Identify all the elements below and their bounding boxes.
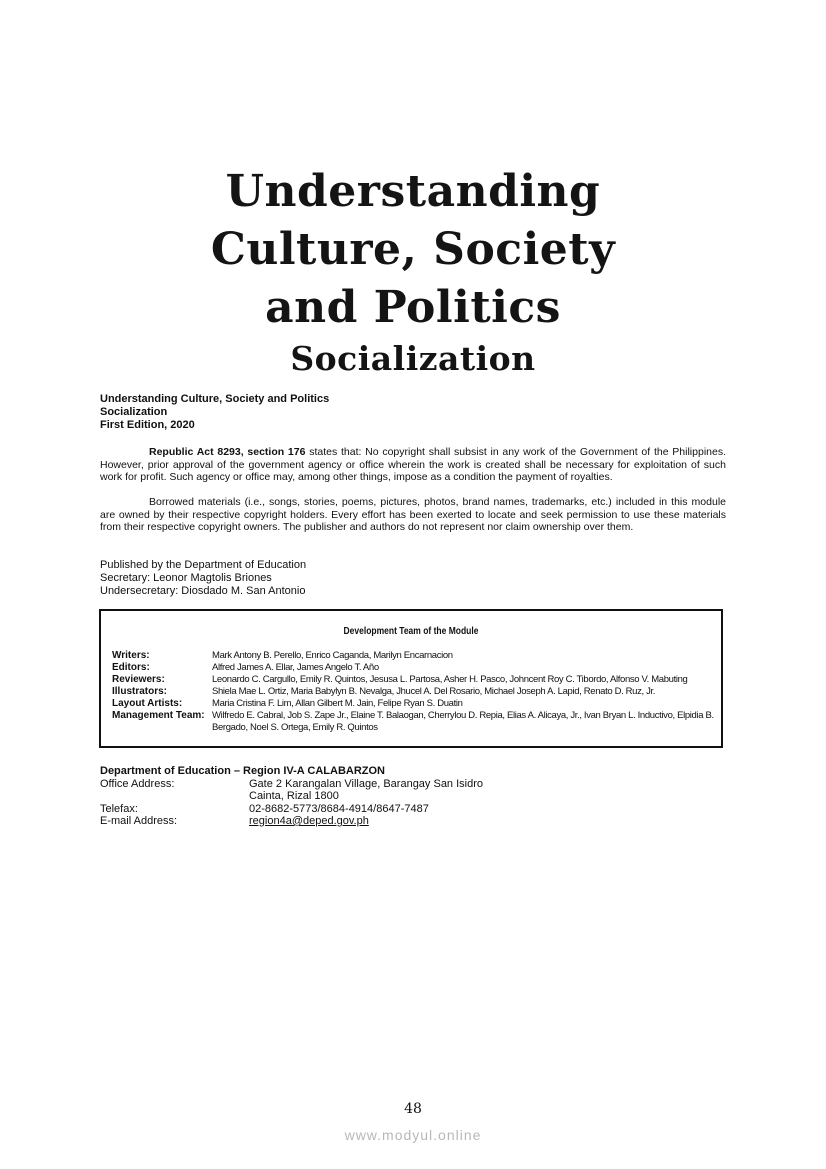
team-heading: Development Team of the Module	[343, 626, 479, 637]
team-names: Mark Antony B. Perello, Enrico Caganda, Marilyn Encarnacion	[212, 650, 453, 661]
team-role: Editors:	[112, 662, 150, 673]
ra-citation: Republic Act 8293, section 176	[149, 446, 306, 458]
team-role: Management Team:	[112, 710, 205, 721]
meta-edition: First Edition, 2020	[100, 419, 195, 431]
ra-text: states that: No copyright shall subsist in any work of the Government of the Philippines. However, prior approval of the government agency or office wherein the work is created shall be necessary for exploitation of such work for profit. Such agency or office may, among other things, impose as a condition the payment of royalties.	[100, 446, 726, 483]
office-address-label: Office Address:	[100, 777, 175, 790]
office-address-row-2	[100, 790, 726, 803]
team-row-management	[112, 710, 718, 734]
email-label: E-mail Address:	[100, 815, 178, 827]
office-address-row	[100, 778, 726, 791]
module-subtitle: Socialization	[290, 339, 536, 378]
team-names: Wilfredo E. Cabral, Job S. Zape Jr., Elaine T. Balaogan, Cherrylou D. Repia, Elias A. Alicaya, Jr., Ivan Bryan L. Inductivo, Elpidia B. Bergado, Noel S. Ortega, Emily R. Quintos	[212, 710, 714, 733]
meta-module: Socialization	[100, 406, 168, 418]
team-row-reviewers	[112, 674, 718, 686]
page-number: 48	[404, 1101, 422, 1117]
team-role: Illustrators:	[112, 686, 168, 697]
office-address-line-1: Gate 2 Karangalan Village, Barangay San Isidro	[249, 777, 484, 790]
email-row	[100, 815, 726, 828]
team-role: Writers:	[112, 650, 150, 661]
team-role: Layout Artists:	[112, 698, 183, 709]
team-row-illustrators	[112, 686, 718, 698]
spacer	[100, 790, 249, 803]
watermark: www.modyul.online	[344, 1127, 482, 1143]
telefax-value: 02-8682-5773/8684-4914/8647-7487	[249, 802, 429, 815]
team-names: Maria Cristina F. Lim, Allan Gilbert M. Jain, Felipe Ryan S. Duatin	[212, 698, 463, 709]
team-role: Reviewers:	[112, 674, 165, 685]
team-names: Alfred James A. Ellar, James Angelo T. Año	[212, 662, 379, 673]
team-names: Leonardo C. Cargullo, Emily R. Quintos, Jesusa L. Partosa, Asher H. Pasco, Johncent Roy C. Tibordo, Alfonso V. Mabuting	[212, 674, 688, 685]
region-title: Department of Education – Region IV-A CALABARZON	[100, 765, 385, 777]
secretary: Secretary: Leonor Magtolis Briones	[100, 572, 272, 584]
title-line-1: Understanding	[225, 166, 601, 217]
undersecretary: Undersecretary: Diosdado M. San Antonio	[100, 585, 306, 597]
publisher-info	[100, 559, 726, 598]
team-names: Shiela Mae L. Ortiz, Maria Babylyn B. Nevalga, Jhucel A. Del Rosario, Michael Joseph A. Lapid, Renato D. Ruz, Jr.	[212, 686, 656, 697]
telefax-row	[100, 803, 726, 816]
telefax-label: Telefax:	[100, 802, 138, 815]
team-row-writers	[112, 650, 718, 662]
book-meta	[100, 393, 726, 432]
team-row-editors	[112, 662, 718, 674]
email-link[interactable]: region4a@deped.gov.ph	[249, 815, 369, 827]
copyright-paragraph	[100, 446, 726, 484]
title-line-2: Culture, Society	[210, 224, 616, 275]
meta-book-title: Understanding Culture, Society and Politics	[100, 393, 330, 405]
region-contact	[100, 765, 726, 828]
borrowed-text: Borrowed materials (i.e., songs, stories, poems, pictures, photos, brand names, trademarks, etc.) included in this module are owned by their respective copyright holders. Every effort has been exerted to locate and seek permission to use these materials from their respective copyright owners. The publisher and authors do not represent nor claim ownership over them.	[100, 496, 726, 533]
team-row-layout-artists	[112, 698, 718, 710]
title-line-3: and Politics	[265, 282, 561, 333]
borrowed-materials-paragraph	[100, 496, 726, 534]
team-table	[112, 650, 718, 734]
title-block	[0, 163, 826, 381]
published-by: Published by the Department of Education	[100, 559, 307, 571]
development-team-box	[99, 609, 723, 748]
office-address-line-2: Cainta, Rizal 1800	[249, 790, 339, 802]
